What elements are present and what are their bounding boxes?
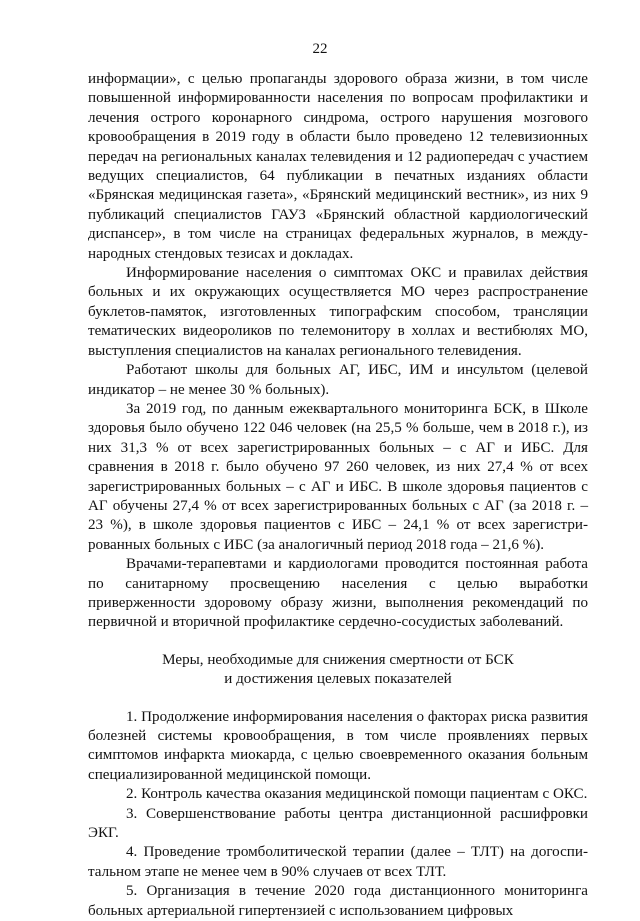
paragraph-informing: Информирование населения о симптомах ОКС и правилах действия больных и их окружающих осуществляется МО через распространение буклетов-памяток, изготовленных типографским способом, трансляции тематических видеороликов по телемонитору в холлах и вестибюлях МО, выступления специалистов на каналах регионального телевидения. bbox=[88, 265, 588, 359]
spacer bbox=[88, 690, 588, 708]
measure-item-2: 2. Контроль качества оказания медицинской помощи пациентам с ОКС. bbox=[126, 786, 588, 803]
spacer bbox=[88, 633, 588, 651]
section-heading-line1: Меры, необходимые для снижения смертности от БСК bbox=[162, 651, 514, 668]
measure-item-4: 4. Проведение тромболитической терапии (далее – ТЛТ) на догоспи-тальном этапе не менее чем в 90% случаев от всех ТЛТ. bbox=[88, 844, 588, 880]
paragraph-continued: информации», с целью пропаганды здорового образа жизни, в том числе повышенной информированности населения по вопросам профилактики и лечения острого коронарного синдрома, острого нарушения мозгового кровообращения в 2019 году в области было проведено 12 телевизионных передач на региональных каналах телевидения и 12 радиопередач с участием ведущих специалистов, 64 публикации в печатных изданиях области «Брянская медицинская газета», «Брянский медицинский вестник», из них 9 публикаций специалистов ГАУЗ «Брянский областной кардиологический диспансер», в том числе на страницах федеральных журналов, в между-народных стендовых тезисах и докладах. bbox=[88, 71, 588, 262]
page-number: 22 bbox=[312, 41, 328, 57]
measure-item-1: 1. Продолжение информирования населения о факторах риска развития болезней системы кровообращения, в том числе проявлениях первых симптомов инфаркта миокарда, с целью своевременного оказания больным специализированной медицинской помощи. bbox=[88, 708, 588, 783]
paragraph-schools: Работают школы для больных АГ, ИБС, ИМ и инсультом (целевой индикатор – не менее 30 % больных). bbox=[88, 362, 588, 398]
measure-item-5: 5. Организация в течение 2020 года дистанционного мониторинга больных артериальной гипертензией с использованием цифровых bbox=[88, 883, 588, 919]
paragraph-monitoring: За 2019 год, по данным ежеквартального мониторинга БСК, в Школе здоровья было обучено 122 046 человек (на 25,5 % больше, чем в 2018 г.), из них 31,3 % от всех зарегистрированных больных – с АГ и ИБС. Для сравнения в 2018 г. было обучено 97 260 человек, из них 27,4 % от всех зарегистрированных больных – с АГ и ИБС. В школе здоровья пациентов с АГ обучены 27,4 % от всех зарегистрированных больных с АГ (за 2018 г. – 23 %), в школе здоровья пациентов с ИБС – 24,1 % от всех зарегистри-рованных больных с ИБС (за аналогичный период 2018 года – 21,6 %). bbox=[88, 400, 588, 553]
section-heading-line2: и достижения целевых показателей bbox=[224, 671, 452, 688]
paragraph-physicians: Врачами-терапевтами и кардиологами проводится постоянная работа по санитарному просвещению населения с целью выработки приверженности здоровому образу жизни, выполнения рекомендаций по первичной и вторичной профилактике сердечно-сосудистых заболеваний. bbox=[88, 556, 588, 631]
page-content bbox=[88, 70, 588, 921]
measure-item-3: 3. Совершенствование работы центра дистанционной расшифровки ЭКГ. bbox=[88, 805, 588, 842]
